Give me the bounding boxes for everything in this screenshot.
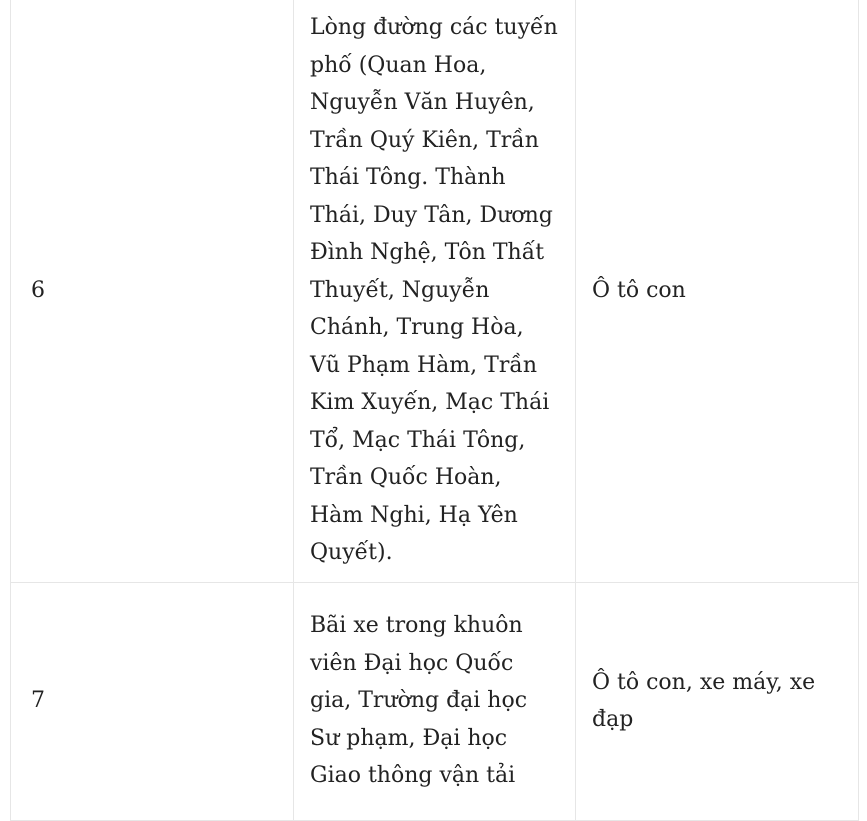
vehicle-type-cell [576,582,859,820]
vehicle-type-cell [576,0,859,582]
parking-location-text: Lòng đường các tuyến phố (Quan Hoa, Nguyễn Văn Huyên, Trần Quý Kiên, Trần Thái Tông. Thành Thái, Duy Tân, Dương Đình Nghệ, Tôn Thất Thuyết, Nguyễn Chánh, Trung Hòa, Vũ Phạm Hàm, Trần Kim Xuyến, Mạc Thái Tổ, Mạc Thái Tông, Trần Quốc Hoàn, Hàm Nghi, Hạ Yên Quyết). [310,15,558,565]
parking-location-cell [294,582,576,820]
row-number-cell [11,582,294,820]
row-number: 7 [31,688,45,714]
table-row [11,582,859,820]
parking-location-cell [294,0,576,582]
vehicle-type-text: Ô tô con [592,277,686,303]
row-number-cell [11,0,294,582]
row-number: 6 [31,277,45,303]
table-row [11,0,859,582]
parking-location-text: Bãi xe trong khuôn viên Đại học Quốc gia, Trường đại học Sư phạm, Đại học Giao thông vận tải [310,613,528,789]
vehicle-type-text: Ô tô con, xe máy, xe đạp [592,669,816,732]
parking-table [10,0,859,821]
